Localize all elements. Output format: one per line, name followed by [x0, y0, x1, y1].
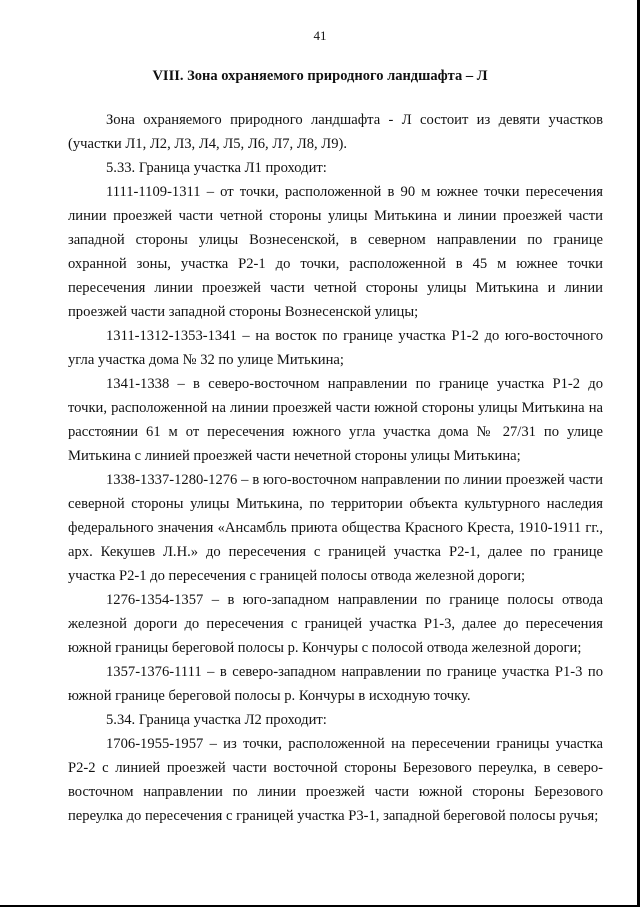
paragraph-1311-1341: 1311-1312-1353-1341 – на восток по границе участка Р1-2 до юго-восточного угла участка дома № 32 по улице Митькина; — [68, 328, 603, 368]
paragraph-5-33: 5.33. Граница участка Л1 проходит: — [106, 160, 327, 176]
page-number: 41 — [313, 28, 327, 43]
paragraph-1111-1109-1311: 1111-1109-1311 – от точки, расположенной в 90 м южнее точки пересечения линии проезжей части четной стороны улицы Митькина и линии проезжей части западной стороны улицы Вознесенской, в северном направлении по границе охранной зоны, участка Р2-1 до точки, расположенной в 45 м южнее точки пересечения линии проезжей части четной стороны улицы Митькина и линии проезжей части западной стороны Вознесенской улицы; — [68, 184, 603, 320]
paragraph-1338-1276: 1338-1337-1280-1276 – в юго-восточном направлении по линии проезжей части северной стороны улицы Митькина, по территории объекта культурного наследия федерального значения «Ансамбль приюта общества Красного Креста, 1910-1911 гг., арх. Кекушев Л.Н.» до пересечения с границей участка Р2-1, далее по границе участка Р2-1 до пересечения с границей полосы отвода железной дороги; — [68, 472, 603, 584]
paragraph-5-34: 5.34. Граница участка Л2 проходит: — [106, 712, 327, 728]
document-body — [68, 108, 603, 828]
paragraph-1341-1338: 1341-1338 – в северо-восточном направлении по границе участка Р1-2 до точки, расположенной на линии проезжей части южной стороны улицы Митькина на расстоянии 61 м от пересечения южного угла участка дома № 27/31 по улице Митькина с линией проезжей части нечетной стороны улицы Митькина; — [68, 376, 603, 464]
paragraph-intro: Зона охраняемого природного ландшафта - Л состоит из девяти участков (участки Л1, Л2, Л3, Л4, Л5, Л6, Л7, Л8, Л9). — [68, 112, 603, 152]
section-heading: VIII. Зона охраняемого природного ландшафта – Л — [152, 68, 488, 84]
paragraph-1276-1357: 1276-1354-1357 – в юго-западном направлении по границе полосы отвода железной дороги до пересечения с границей участка Р1-3, далее до пересечения южной границы береговой полосы р. Кончуры с полосой отвода железной дороги; — [68, 592, 603, 656]
paragraph-1357-1111: 1357-1376-1111 – в северо-западном направлении по границе участка Р1-3 по южной границе береговой полосы р. Кончуры в исходную точку. — [68, 664, 603, 704]
paragraph-1706-1957: 1706-1955-1957 – из точки, расположенной на пересечении границы участка Р2-2 с линией проезжей части восточной стороны Березового переулка, в северо-восточном направлении по линии проезжей части южной стороны Березового переулка до пересечения с границей участка Р3-1, западной береговой полосы ручья; — [68, 736, 603, 824]
